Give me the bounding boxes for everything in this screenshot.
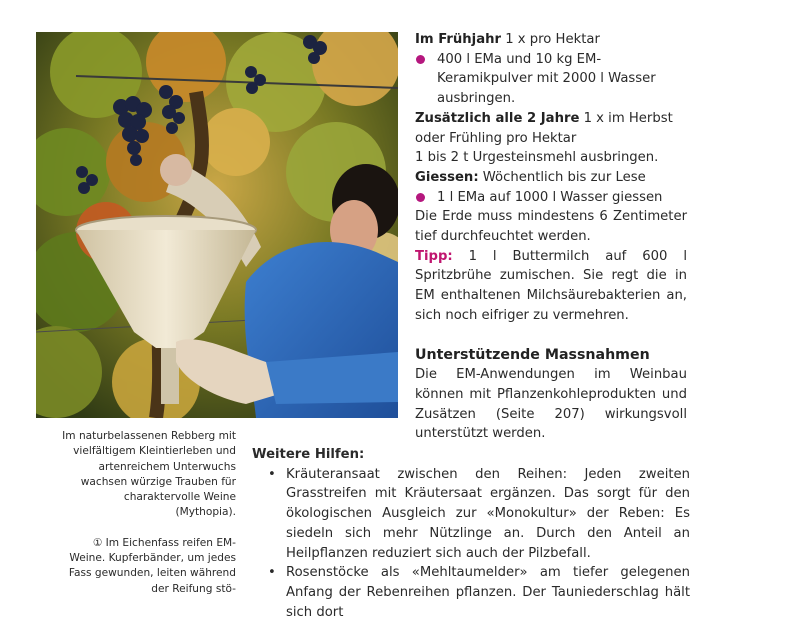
bullet-item-water: [415, 188, 687, 208]
section-paragraph: Die EM-Anwendungen im Weinbau können mit Pflanzenkohleprodukten und Zusätzen (Seite 207) wirkungsvoll unterstützt werden.: [415, 367, 687, 442]
bullet-text-ema: 400 l EMa und 10 kg EM-Keramikpulver mit 2000 l Wasser ausbringen.: [437, 51, 656, 107]
spring-line: [415, 30, 687, 50]
bullet-text-water: 1 l EMa auf 1000 l Wasser giessen: [437, 189, 663, 205]
biennial-line: [415, 109, 687, 148]
spring-rest: 1 x pro Hektar: [501, 32, 600, 47]
biennial-rest: 1 x im Herbst oder Frühling pro Hektar: [415, 110, 673, 146]
biennial-label: Zusätzlich alle 2 Jahre: [415, 110, 580, 126]
further-helps-title: Weitere Hilfen:: [252, 447, 365, 462]
vineyard-harvest-photo: [36, 32, 398, 418]
bullet-icon: •: [268, 466, 276, 482]
bullet-item-ema: [415, 50, 687, 109]
bullet-dot-icon: [416, 193, 425, 202]
photo-caption: [60, 429, 236, 597]
further-helps-list: [250, 465, 690, 622]
caption-gap: [60, 521, 236, 536]
watering-label: Giessen:: [415, 169, 479, 185]
list-item: [250, 563, 690, 622]
soil-moisture-note: Die Erde muss mindestens 6 Zentimeter tief durchfeuchtet werden.: [415, 209, 687, 245]
application-instructions: [415, 30, 687, 444]
list-item: [250, 465, 690, 564]
watering-line: [415, 168, 687, 188]
tip-text: 1 l Buttermilch auf 600 l Spritzbrühe zumischen. Sie regt die in EM enthaltenen Milchsäurebakterien an, sich noch eifriger zu vermehren.: [415, 248, 687, 323]
section-heading: Unterstützende Massnahmen: [415, 346, 650, 363]
watering-rest: Wöchentlich bis zur Lese: [478, 169, 646, 185]
tip-label: Tipp:: [415, 248, 453, 264]
bullet-icon: •: [268, 565, 276, 581]
tip-paragraph: [415, 247, 687, 326]
list-item-text: Kräuteransaat zwischen den Reihen: Jeden zweiten Grasstreifen mit Kräutersaat ergänzen. Das sorgt für den ökologischen Ausgleich zur «Monokultur» der Reben: Es siedeln sich mehr Nützlinge an. Durch den Anteil an Heilpflanzen reduziert sich auch der Pilzbefall.: [286, 466, 690, 561]
photo-illustration: [36, 32, 398, 418]
caption-vineyard: Im naturbelassenen Rebberg mit vielfältigem Kleintierleben und artenreichem Unterwuchs wachsen würzige Trauben für charaktervolle Weine (Mythopia).: [62, 430, 236, 519]
list-item-text: Rosenstöcke als «Mehltaumelder» am tiefer gelegenen Anfang der Rebenreihen pflanzen. Der Tauniederschlag hält sich dort: [286, 565, 690, 620]
spring-label: Im Frühjahr: [415, 32, 501, 47]
rock-dust-line: 1 bis 2 t Urgesteinsmehl ausbringen.: [415, 150, 659, 166]
bullet-dot-icon: [416, 55, 425, 64]
further-helps: [250, 445, 690, 622]
caption-oak-barrel: ① Im Eichenfass reifen EM-Weine. Kupferbänder, um jedes Fass gewunden, leiten während der Reifung stö-: [68, 536, 236, 595]
